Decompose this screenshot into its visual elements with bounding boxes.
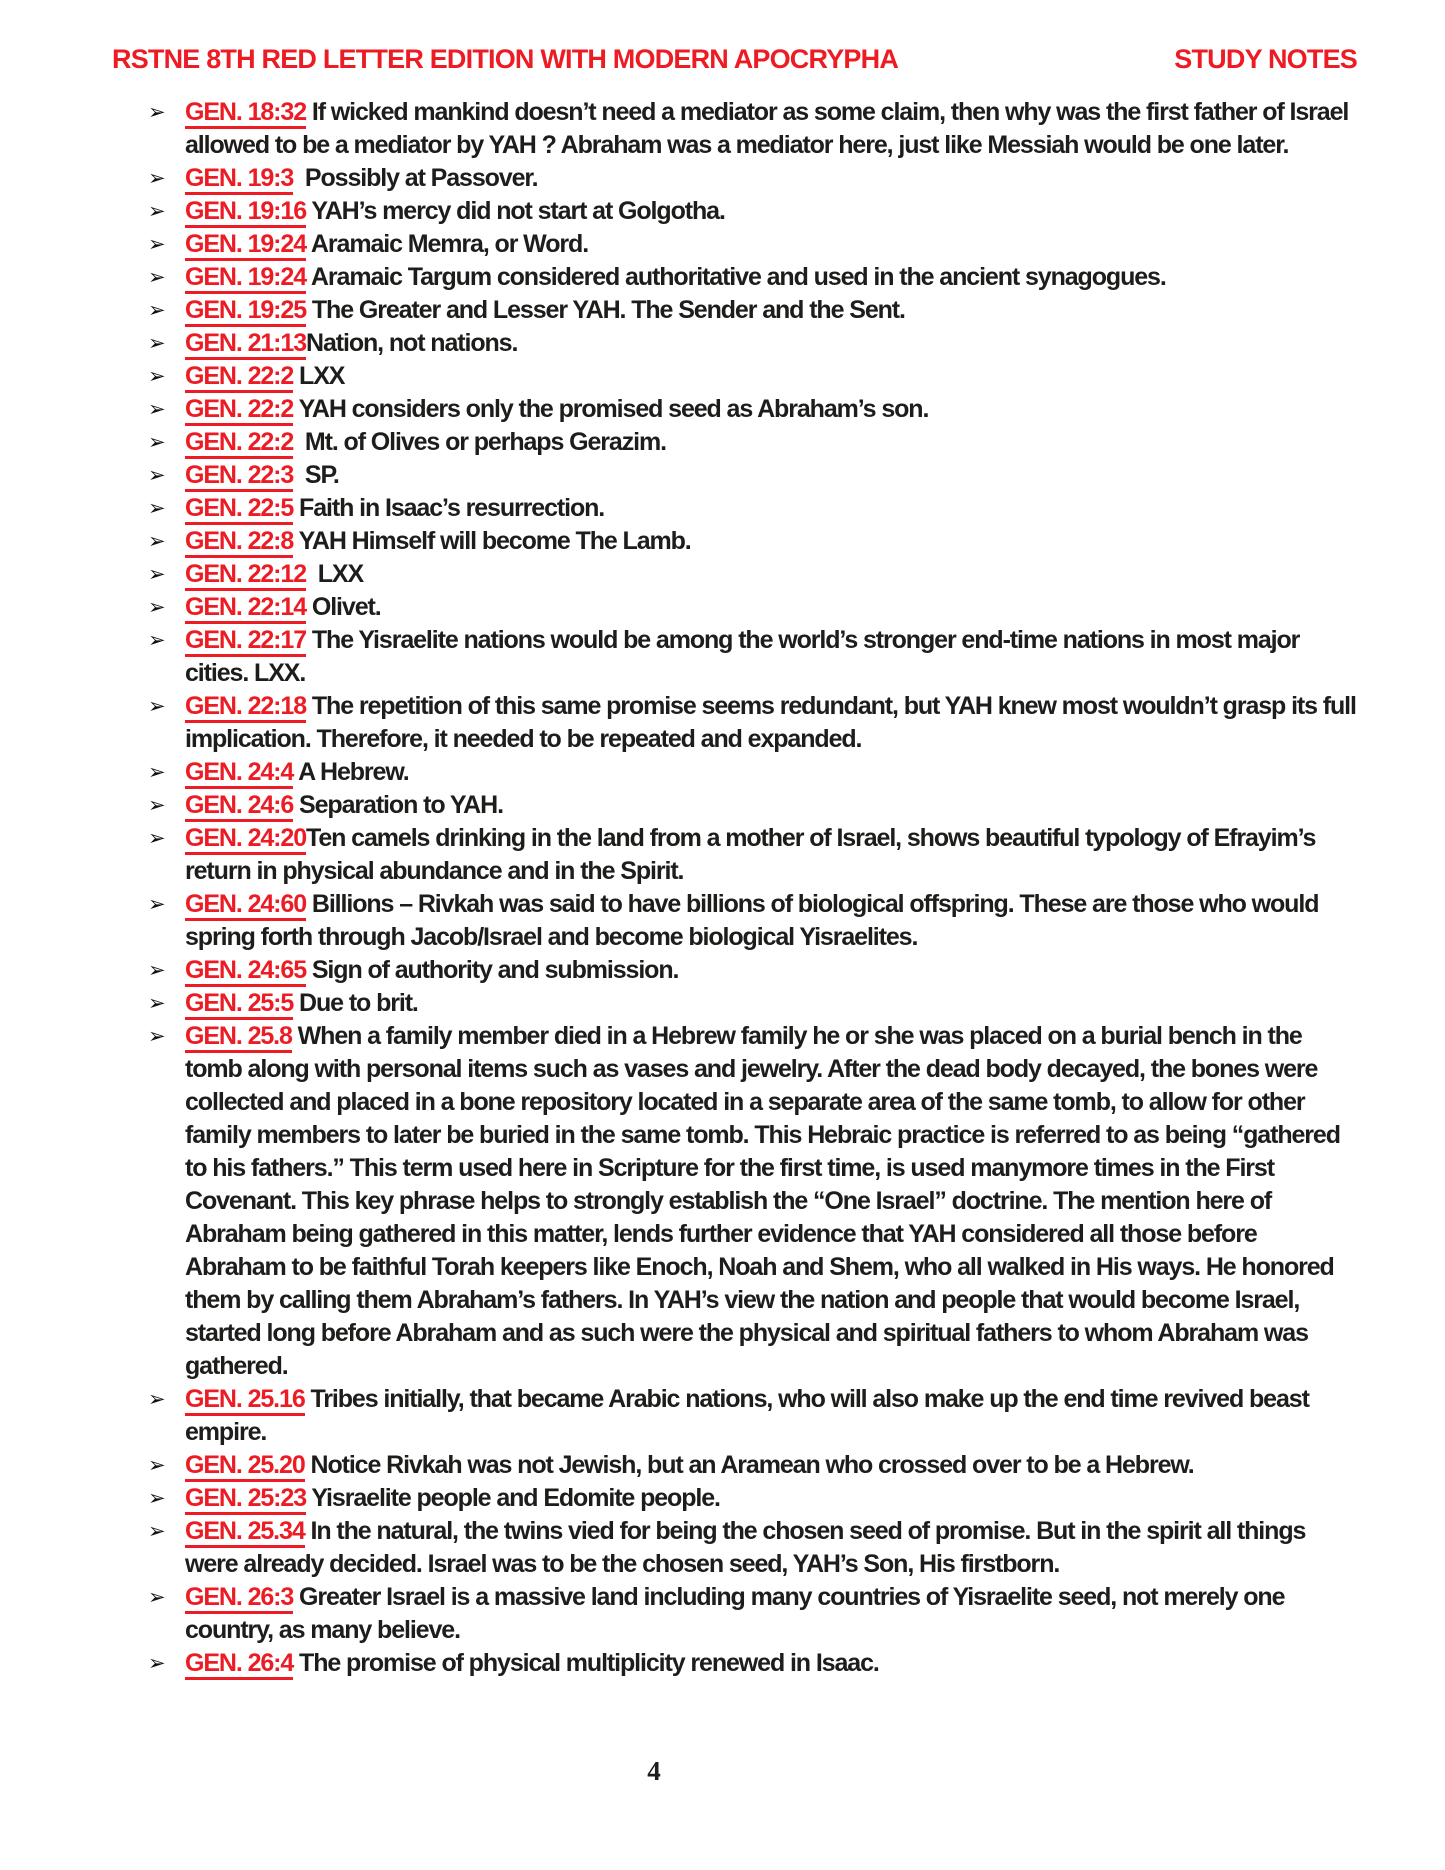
note-text: Tribes initially, that became Arabic nations, who will also make up the end time revived beast empire. (185, 1385, 1315, 1446)
study-note-item (148, 459, 1360, 492)
scripture-reference-link[interactable]: GEN. 25.16 (185, 1385, 305, 1416)
study-note-item (148, 1449, 1360, 1482)
study-note-item (148, 162, 1360, 195)
arrow-bullet-icon: ➢ (148, 826, 166, 850)
note-text: SP. (293, 461, 339, 489)
arrow-bullet-icon: ➢ (148, 628, 166, 652)
note-text-block (185, 1647, 1360, 1680)
note-text-block (185, 96, 1360, 162)
note-text-block (185, 558, 1360, 591)
scripture-reference-link[interactable]: GEN. 22:5 (185, 494, 293, 525)
arrow-bullet-icon: ➢ (148, 430, 166, 454)
study-note-item (148, 360, 1360, 393)
arrow-bullet-icon: ➢ (148, 793, 166, 817)
note-text: The promise of physical multiplicity renewed in Isaac. (293, 1649, 879, 1677)
note-text: Nation, not nations. (306, 329, 518, 357)
study-note-item (148, 426, 1360, 459)
arrow-bullet-icon: ➢ (148, 364, 166, 388)
study-note-item (148, 393, 1360, 426)
scripture-reference-link[interactable]: GEN. 22:17 (185, 626, 306, 657)
scripture-reference-link[interactable]: GEN. 18:32 (185, 98, 306, 129)
study-note-item (148, 1515, 1360, 1581)
scripture-reference-link[interactable]: GEN. 21:13 (185, 329, 306, 360)
note-text: The repetition of this same promise seems redundant, but YAH knew most wouldn’t grasp its full implication. Therefore, it needed to be repeated and expanded. (185, 692, 1362, 753)
note-text-block (185, 1581, 1360, 1647)
note-text: YAH’s mercy did not start at Golgotha. (306, 197, 725, 225)
note-text: Aramaic Memra, or Word. (306, 230, 589, 258)
study-note-item (148, 789, 1360, 822)
scripture-reference-link[interactable]: GEN. 19:25 (185, 296, 306, 327)
arrow-bullet-icon: ➢ (148, 1585, 166, 1609)
page-number: 4 (647, 1756, 661, 1786)
note-text-block (185, 426, 1360, 459)
note-text: Separation to YAH. (293, 791, 503, 819)
note-text-block (185, 624, 1360, 690)
study-note-item (148, 954, 1360, 987)
note-text: In the natural, the twins vied for being the chosen seed of promise. But in the spirit all things were already decided. Israel was to be the chosen seed, YAH’s Son, His firstborn. (185, 1517, 1312, 1578)
note-text-block (185, 327, 1360, 360)
scripture-reference-link[interactable]: GEN. 22:18 (185, 692, 306, 723)
arrow-bullet-icon: ➢ (148, 529, 166, 553)
note-text: Mt. of Olives or perhaps Gerazim. (293, 428, 666, 456)
note-text-block (185, 690, 1360, 756)
study-note-item (148, 1482, 1360, 1515)
study-note-item (148, 822, 1360, 888)
note-text-block (185, 492, 1360, 525)
note-text-block (185, 1482, 1360, 1515)
page-header (112, 44, 1357, 75)
study-note-item (148, 987, 1360, 1020)
scripture-reference-link[interactable]: GEN. 19:24 (185, 230, 306, 261)
arrow-bullet-icon: ➢ (148, 166, 166, 190)
note-text: The Yisraelite nations would be among the world’s stronger end-time nations in most major cities. LXX. (185, 626, 1306, 687)
arrow-bullet-icon: ➢ (148, 1486, 166, 1510)
scripture-reference-link[interactable]: GEN. 19:16 (185, 197, 306, 228)
scripture-reference-link[interactable]: GEN. 25.20 (185, 1451, 305, 1482)
study-note-item (148, 1647, 1360, 1680)
note-text-block (185, 822, 1360, 888)
note-text: The Greater and Lesser YAH. The Sender and the Sent. (306, 296, 905, 324)
arrow-bullet-icon: ➢ (148, 760, 166, 784)
note-text-block (185, 393, 1360, 426)
document-title: RSTNE 8TH RED LETTER EDITION WITH MODERN APOCRYPHA (112, 44, 899, 74)
scripture-reference-link[interactable]: GEN. 25.8 (185, 1022, 292, 1053)
study-note-item (148, 327, 1360, 360)
scripture-reference-link[interactable]: GEN. 22:12 (185, 560, 306, 591)
notes-list (148, 96, 1360, 1680)
scripture-reference-link[interactable]: GEN. 22:3 (185, 461, 293, 492)
arrow-bullet-icon: ➢ (148, 199, 166, 223)
arrow-bullet-icon: ➢ (148, 1024, 166, 1048)
arrow-bullet-icon: ➢ (148, 1651, 166, 1675)
scripture-reference-link[interactable]: GEN. 24:65 (185, 956, 306, 987)
study-note-item (148, 690, 1360, 756)
note-text: Olivet. (306, 593, 381, 621)
arrow-bullet-icon: ➢ (148, 496, 166, 520)
arrow-bullet-icon: ➢ (148, 694, 166, 718)
study-note-item (148, 261, 1360, 294)
study-note-item (148, 591, 1360, 624)
note-text-block (185, 591, 1360, 624)
scripture-reference-link[interactable]: GEN. 25.34 (185, 1517, 305, 1548)
note-text-block (185, 162, 1360, 195)
study-note-item (148, 492, 1360, 525)
note-text-block (185, 789, 1360, 822)
arrow-bullet-icon: ➢ (148, 1519, 166, 1543)
note-text: Billions – Rivkah was said to have billions of biological offspring. These are those who would spring forth through Jacob/Israel and become biological Yisraelites. (185, 890, 1325, 951)
note-text: LXX (306, 560, 364, 588)
note-text: Possibly at Passover. (293, 164, 538, 192)
scripture-reference-link[interactable]: GEN. 24:60 (185, 890, 306, 921)
study-note-item (148, 96, 1360, 162)
scripture-reference-link[interactable]: GEN. 26:3 (185, 1583, 293, 1614)
note-text: When a family member died in a Hebrew family he or she was placed on a burial bench in the tomb along with personal items such as vases and jewelry. After the dead body decayed, the bones were collected and placed in a bone repository located in a separate area of the same tomb, to allow for other family members to later be buried in the same tomb. This Hebraic practice is referred to as being “gathered to his fathers.” This term used here in Scripture for the first time, is used manymore times in the First Covenant. This key phrase helps to strongly establish the “One Israel” doctrine. The mention here of Abraham being gathered in this matter, lends further evidence that YAH considered all those before Abraham to be faithful Torah keepers like Enoch, Noah and Shem, who all walked in His ways. He honored them by calling them Abraham’s fathers. In YAH’s view the nation and people that would become Israel, started long before Abraham and as such were the physical and spiritual fathers to whom Abraham was gathered. (185, 1022, 1346, 1380)
study-note-item (148, 228, 1360, 261)
note-text-block (185, 1449, 1360, 1482)
arrow-bullet-icon: ➢ (148, 100, 166, 124)
note-text: Due to brit. (293, 989, 418, 1017)
study-note-item (148, 624, 1360, 690)
note-text: YAH considers only the promised seed as Abraham’s son. (293, 395, 929, 423)
note-text-block (185, 1515, 1360, 1581)
scripture-reference-link[interactable]: GEN. 22:14 (185, 593, 306, 624)
note-text-block (185, 360, 1360, 393)
note-text-block (185, 261, 1360, 294)
note-text-block (185, 1020, 1360, 1383)
scripture-reference-link[interactable]: GEN. 24:20 (185, 824, 306, 855)
scripture-reference-link[interactable]: GEN. 25:5 (185, 989, 293, 1020)
scripture-reference-link[interactable]: GEN. 22:2 (185, 428, 293, 459)
note-text: LXX (293, 362, 345, 390)
arrow-bullet-icon: ➢ (148, 331, 166, 355)
section-title: STUDY NOTES (1174, 44, 1357, 74)
note-text-block (185, 459, 1360, 492)
note-text-block (185, 756, 1360, 789)
arrow-bullet-icon: ➢ (148, 1387, 166, 1411)
note-text: A Hebrew. (293, 758, 409, 786)
note-text: Sign of authority and submission. (306, 956, 679, 984)
note-text-block (185, 954, 1360, 987)
note-text: Notice Rivkah was not Jewish, but an Aramean who crossed over to be a Hebrew. (304, 1451, 1194, 1479)
scripture-reference-link[interactable]: GEN. 22:2 (185, 362, 293, 393)
note-text-block (185, 195, 1360, 228)
arrow-bullet-icon: ➢ (148, 265, 166, 289)
scripture-reference-link[interactable]: GEN. 26:4 (185, 1649, 293, 1680)
study-note-item (148, 294, 1360, 327)
scripture-reference-link[interactable]: GEN. 19:3 (185, 164, 293, 195)
study-note-item (148, 888, 1360, 954)
note-text: YAH Himself will become The Lamb. (293, 527, 691, 555)
note-text-block (185, 888, 1360, 954)
scripture-reference-link[interactable]: GEN. 24:6 (185, 791, 293, 822)
note-text-block (185, 294, 1360, 327)
note-text: Greater Israel is a massive land including many countries of Yisraelite seed, not merely one country, as many believe. (185, 1583, 1291, 1644)
study-note-item (148, 525, 1360, 558)
study-note-item (148, 558, 1360, 591)
note-text-block (185, 525, 1360, 558)
arrow-bullet-icon: ➢ (148, 298, 166, 322)
note-text-block (185, 228, 1360, 261)
arrow-bullet-icon: ➢ (148, 991, 166, 1015)
arrow-bullet-icon: ➢ (148, 892, 166, 916)
study-note-item (148, 1383, 1360, 1449)
scripture-reference-link[interactable]: GEN. 19:24 (185, 263, 306, 294)
scripture-reference-link[interactable]: GEN. 24:4 (185, 758, 293, 789)
arrow-bullet-icon: ➢ (148, 958, 166, 982)
note-text: Yisraelite people and Edomite people. (306, 1484, 720, 1512)
study-note-item (148, 1020, 1360, 1383)
scripture-reference-link[interactable]: GEN. 25:23 (185, 1484, 306, 1515)
arrow-bullet-icon: ➢ (148, 397, 166, 421)
arrow-bullet-icon: ➢ (148, 562, 166, 586)
arrow-bullet-icon: ➢ (148, 463, 166, 487)
note-text: If wicked mankind doesn’t need a mediator as some claim, then why was the first father of Israel allowed to be a mediator by YAH ? Abraham was a mediator here, just like Messiah would be one later. (185, 98, 1355, 159)
study-note-item (148, 1581, 1360, 1647)
note-text: Ten camels drinking in the land from a mother of Israel, shows beautiful typology of Efrayim’s return in physical abundance and in the Spirit. (185, 824, 1322, 885)
scripture-reference-link[interactable]: GEN. 22:8 (185, 527, 293, 558)
scripture-reference-link[interactable]: GEN. 22:2 (185, 395, 293, 426)
arrow-bullet-icon: ➢ (148, 232, 166, 256)
arrow-bullet-icon: ➢ (148, 595, 166, 619)
arrow-bullet-icon: ➢ (148, 1453, 166, 1477)
note-text-block (185, 987, 1360, 1020)
study-note-item (148, 756, 1360, 789)
note-text-block (185, 1383, 1360, 1449)
study-note-item (148, 195, 1360, 228)
note-text: Aramaic Targum considered authoritative and used in the ancient synagogues. (306, 263, 1166, 291)
note-text: Faith in Isaac’s resurrection. (293, 494, 605, 522)
